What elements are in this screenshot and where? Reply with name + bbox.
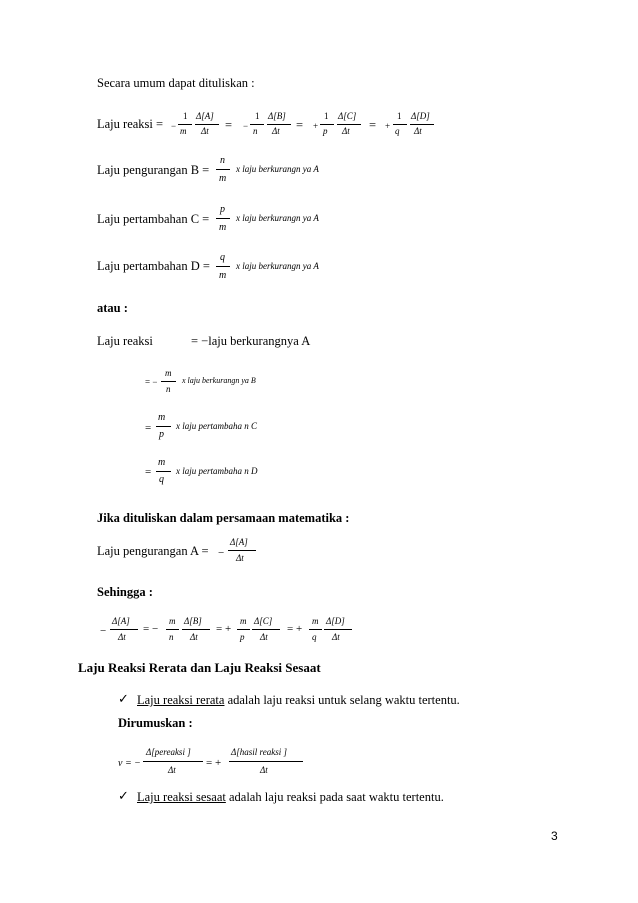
coef-den: p: [240, 632, 245, 642]
coef-num: m: [312, 616, 319, 626]
alt-den: p: [159, 429, 164, 440]
bullet-rest: adalah laju reaksi pada saat waktu tertentu.: [225, 790, 444, 804]
line-rest: x laju berkurangn ya A: [236, 164, 319, 174]
sign: −: [171, 121, 177, 131]
coef-num: 1: [183, 111, 188, 121]
num: Δ[B]: [268, 111, 286, 121]
coef-num: 1: [324, 111, 329, 121]
rate-label: Laju reaksi =: [97, 117, 164, 131]
den: Δt: [260, 632, 268, 642]
num: Δ[C]: [254, 616, 273, 626]
page-number: 3: [551, 829, 558, 843]
den: Δt: [332, 632, 340, 642]
alt-rest: x laju pertambaha n D: [176, 466, 258, 476]
num: Δ[A]: [112, 616, 130, 626]
reduction-num: Δ[A]: [230, 537, 248, 547]
line-label: Laju pengurangan B =: [97, 163, 210, 177]
alt-prefix: =: [145, 466, 152, 478]
den: Δt: [201, 126, 209, 136]
coef-num: 1: [255, 111, 260, 121]
line-den: m: [219, 270, 227, 281]
intro-text: Secara umum dapat dituliskan :: [97, 76, 255, 90]
alt-num: m: [158, 412, 166, 423]
reduction-label: Laju pengurangan A =: [97, 544, 209, 558]
line-den: m: [219, 222, 227, 233]
alt-prefix: = −: [145, 377, 158, 387]
bullet-text: [137, 694, 460, 707]
line-num: q: [220, 252, 225, 263]
dirumuskan-label: Dirumuskan :: [118, 716, 193, 730]
bullet-term: Laju reaksi rerata: [137, 693, 225, 707]
sign: −: [100, 625, 107, 637]
alt-den: q: [159, 474, 164, 485]
sign: +: [313, 121, 319, 131]
den: Δt: [190, 632, 198, 642]
line-num: p: [220, 204, 225, 215]
laju-reaksi-value: = −laju berkurangnya A: [191, 334, 311, 348]
v-den1: Δt: [168, 765, 176, 775]
den: Δt: [118, 632, 126, 642]
atau-heading: atau :: [97, 301, 128, 315]
den: Δt: [272, 126, 280, 136]
line-rest: x laju berkurangn ya A: [236, 213, 319, 223]
num: Δ[C]: [338, 111, 357, 121]
num: Δ[D]: [411, 111, 430, 121]
eq: =: [369, 118, 377, 132]
checkmark-icon: ✓: [118, 692, 129, 707]
coef-den: n: [169, 632, 174, 642]
v-num1: Δ[pereaksi ]: [146, 747, 191, 757]
den: Δt: [342, 126, 350, 136]
eq: =: [296, 118, 304, 132]
coef-num: 1: [397, 111, 402, 121]
reduction-sign: −: [218, 547, 225, 559]
line-label: Laju pertambahan C =: [97, 212, 210, 226]
bullet-text: [137, 791, 444, 804]
section-heading: Laju Reaksi Rerata dan Laju Reaksi Sesaat: [78, 660, 321, 675]
reduction-den: Δt: [236, 553, 244, 563]
alt-num: m: [165, 368, 172, 378]
checkmark-icon: ✓: [118, 789, 129, 804]
coef-den: q: [395, 126, 400, 136]
sign: = +: [287, 623, 303, 635]
coef-num: m: [240, 616, 247, 626]
line-rest: x laju berkurangn ya A: [236, 261, 319, 271]
line-label: Laju pertambahan D =: [97, 259, 210, 273]
den: Δt: [414, 126, 422, 136]
coef-den: p: [323, 126, 328, 136]
bullet-rest: adalah laju reaksi untuk selang waktu tertentu.: [224, 693, 460, 707]
num: Δ[B]: [184, 616, 202, 626]
eq: =: [225, 118, 233, 132]
v-den2: Δt: [260, 765, 268, 775]
line-den: m: [219, 173, 227, 184]
sign: −: [243, 121, 249, 131]
v-mid: = +: [206, 757, 222, 769]
v-num2: Δ[hasil reaksi ]: [231, 747, 287, 757]
num: Δ[D]: [326, 616, 345, 626]
bullet-term: Laju reaksi sesaat: [137, 790, 226, 804]
coef-den: n: [253, 126, 258, 136]
sign: = +: [216, 623, 232, 635]
alt-num: m: [158, 457, 166, 468]
coef-den: q: [312, 632, 317, 642]
sign: = −: [143, 623, 159, 635]
laju-reaksi-label: Laju reaksi: [97, 334, 153, 348]
v-lhs: v = −: [118, 758, 141, 769]
alt-rest: x laju berkurangn ya B: [182, 376, 256, 385]
line-num: n: [220, 155, 225, 166]
alt-prefix: =: [145, 422, 152, 434]
alt-den: n: [166, 384, 171, 394]
num: Δ[A]: [196, 111, 214, 121]
coef-num: m: [169, 616, 176, 626]
sign: +: [385, 121, 391, 131]
math-heading: Jika dituliskan dalam persamaan matematika :: [97, 511, 350, 525]
coef-den: m: [180, 126, 187, 136]
alt-rest: x laju pertambaha n C: [176, 421, 257, 431]
sehingga-heading: Sehingga :: [97, 585, 153, 599]
